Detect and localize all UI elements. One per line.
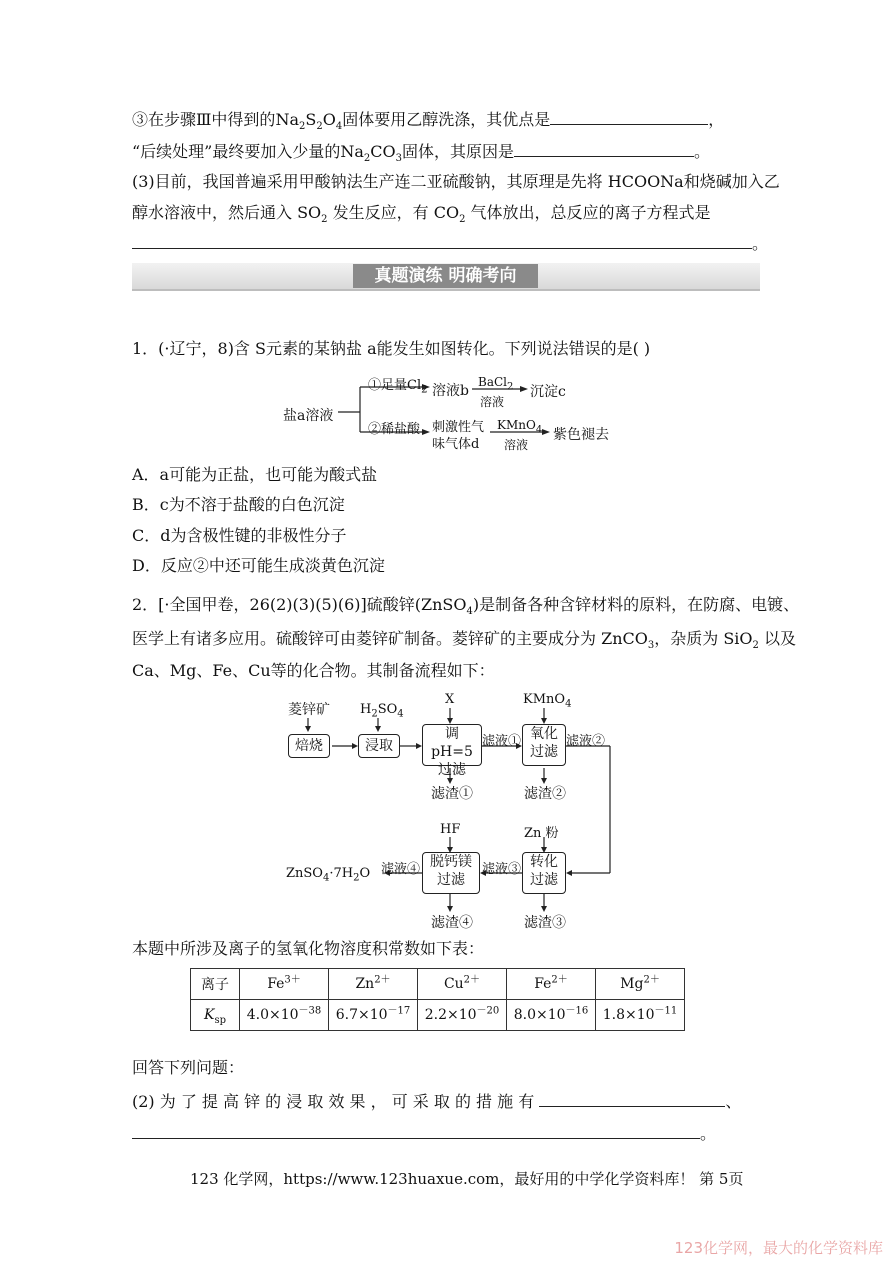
text: Fe	[267, 976, 285, 992]
charge: 3＋	[284, 974, 301, 986]
text: 1.8×10	[602, 1007, 655, 1023]
table-header-cell	[329, 969, 418, 1000]
watermark: 123化学网，最大的化学资料库	[674, 1239, 883, 1257]
text: 浸取	[365, 738, 393, 754]
table-header-cell	[596, 969, 685, 1000]
q1-option-b[interactable]: B．c为不溶于盐酸的白色沉淀	[132, 495, 345, 514]
flow-adjust-box	[422, 724, 482, 778]
text: 6.7×10	[335, 1007, 388, 1023]
flow-residue2: 滤渣②	[524, 786, 566, 802]
flow-product: $ZnSO_4\cdot 7H_2O$	[286, 866, 371, 884]
text: 过滤	[438, 762, 466, 778]
text: 调 pH=5	[431, 726, 473, 760]
section-title: 真题演练 明确考向	[353, 264, 538, 288]
exponent: －20	[476, 1005, 500, 1017]
text: 以及	[758, 629, 797, 648]
text: O	[359, 866, 371, 881]
text: K	[203, 1007, 215, 1023]
text: 焙烧	[295, 738, 323, 754]
q1-option-d[interactable]: D．反应②中还可能生成淡黄色沉淀	[132, 556, 385, 575]
q2-sub2-line2	[132, 1122, 716, 1145]
flow-x: X	[445, 692, 455, 707]
text: ZnSO	[286, 866, 323, 881]
charge: 2＋	[643, 974, 660, 986]
q2-line-1: 2．[·全国甲卷，26(2)(3)(5)(6)]硫酸锌(ZnSO$_4$)是制备各种含锌材料的原料，在防腐、电镀、	[132, 595, 800, 618]
q1-gas-d-line1: 刺激性气	[432, 420, 485, 435]
q2-sub2	[132, 1090, 741, 1113]
text: 氧化	[530, 726, 558, 742]
flow-decalcify-box	[422, 852, 480, 894]
text: 醇水溶液中，然后通入 SO	[132, 203, 322, 222]
q1-result: 紫色褪去	[553, 427, 609, 443]
text: “后续处理”最终要加入少量的	[132, 142, 341, 161]
text: 发生反应，有 CO	[327, 203, 460, 222]
table-header-cell	[507, 969, 596, 1000]
flow-filtrate3: 滤液③	[482, 862, 522, 877]
q3-line-3: (3)目前，我国普遍采用甲酸钠法生产连二亚硫酸钠，其原理是先将 HCOONa和烧碱加入乙	[132, 172, 780, 191]
text: (2) 为 了 提 高 锌 的 浸 取 效 果 ， 可 采 取 的 措 施 有	[132, 1092, 535, 1111]
flow-residue3: 滤渣③	[524, 915, 566, 931]
table-header-cell	[418, 969, 507, 1000]
text: ·7H	[329, 866, 354, 881]
answer-blank[interactable]	[132, 1122, 700, 1139]
q1-cond2: ②稀盐酸	[368, 422, 421, 437]
flow-filtrate4: 滤液④	[381, 862, 421, 877]
text: Mg	[620, 976, 644, 992]
q1-reagent1: BaCl$_2$	[478, 375, 514, 393]
q2-line-3: Ca、Mg、Fe、Cu等的化合物。其制备流程如下：	[132, 661, 495, 680]
charge: 2＋	[374, 974, 391, 986]
text: KMnO	[523, 692, 566, 707]
flow-conversion-box	[522, 852, 566, 894]
q1-option-a[interactable]: A．a可能为正盐，也可能为酸式盐	[132, 465, 378, 484]
charge: 2＋	[463, 974, 481, 986]
q1-reagent2-sol: 溶液	[504, 438, 529, 452]
table-cell	[507, 1000, 596, 1031]
q1-reagent1-sol: 溶液	[480, 395, 505, 409]
answer-blank[interactable]	[514, 140, 694, 157]
text: 脱钙镁	[430, 854, 472, 870]
table-cell	[329, 1000, 418, 1031]
q3-line-2: “后续处理”最终要加入少量的$Na_2CO_3$固体，其原因是 。	[132, 142, 711, 165]
answer-blank[interactable]	[539, 1090, 725, 1107]
table-cell	[418, 1000, 507, 1031]
text: ，杂质为 SiO	[654, 629, 753, 648]
text: 。	[700, 1124, 717, 1143]
text: sp	[214, 1014, 226, 1026]
text: 。	[694, 142, 711, 161]
q1-option-c[interactable]: C．d为含极性键的非极性分子	[132, 526, 347, 545]
answer-blank[interactable]	[550, 108, 708, 125]
table-row	[191, 969, 685, 1000]
flow-residue4: 滤渣④	[431, 915, 473, 931]
page-footer: 123 化学网，https://www.123huaxue.com，最好用的中学化学资料库！ 第 5页	[190, 1170, 744, 1188]
q1-precipitate-c: 沉淀c	[530, 384, 566, 400]
table-header-cell	[240, 969, 329, 1000]
table-cell	[191, 1000, 240, 1031]
answer-blank[interactable]	[132, 232, 752, 249]
text: 过滤	[437, 872, 465, 888]
q1-start-label: 盐a溶液	[283, 408, 334, 424]
text: 固体，其原因是	[402, 142, 515, 161]
text: ③在步骤Ⅲ中得到的	[132, 110, 276, 129]
text: 固体要用乙醇洗涤，其优点是	[342, 110, 551, 129]
table-cell	[240, 1000, 329, 1031]
flow-leach-box	[358, 734, 400, 758]
exponent: －11	[654, 1005, 678, 1017]
text: Fe	[534, 976, 552, 992]
flow-roast-box	[288, 734, 330, 758]
q1-gas-d-line2: 味气体d	[432, 437, 480, 452]
text: 4.0×10	[246, 1007, 299, 1023]
table-header-cell: 离子	[191, 969, 240, 1000]
flow-hf: HF	[440, 822, 461, 837]
exponent: －16	[565, 1005, 589, 1017]
flow-h2so4: $H_2SO_4$	[360, 702, 404, 720]
text: BaCl	[478, 375, 507, 389]
q3-line-5	[132, 232, 768, 255]
flow-residue1: 滤渣①	[431, 786, 473, 802]
q1-stem: 1．(·辽宁，8)含 S元素的某钠盐 a能发生如图转化。下列说法错误的是( )	[132, 339, 651, 358]
table-intro: 本题中所涉及离子的氢氧化物溶度积常数如下表：	[132, 939, 485, 958]
flow-filtrate1: 滤液①	[482, 734, 522, 749]
flow-zn: Zn 粉	[524, 826, 559, 841]
text: KMnO	[497, 418, 536, 432]
text: H	[360, 702, 372, 717]
text: 、	[725, 1092, 742, 1111]
table-row	[191, 1000, 685, 1031]
text: 过滤	[530, 872, 558, 888]
charge: 2＋	[551, 974, 568, 986]
q3-line-4: 醇水溶液中，然后通入 $SO_2$ 发生反应，有 $CO_2$ 气体放出，总反应的离子方程式是	[132, 203, 711, 226]
q1-reagent2: KMnO$_4$	[497, 418, 543, 436]
text: 8.0×10	[513, 1007, 566, 1023]
flow-filtrate2: 滤液②	[566, 734, 606, 749]
text: 2.2×10	[424, 1007, 477, 1023]
q3-line-1: ③在步骤Ⅲ中得到的$Na_2S_2O_4$固体要用乙醇洗涤，其优点是 ，	[132, 110, 725, 133]
table-cell	[596, 1000, 685, 1031]
text: 过滤	[530, 744, 558, 760]
text: 气体放出，总反应的离子方程式是	[465, 203, 711, 222]
text: )是制备各种含锌材料的原料，在防腐、电镀、	[472, 595, 800, 614]
text: 转化	[530, 854, 558, 870]
exponent: －38	[298, 1005, 322, 1017]
text: Cu	[443, 976, 464, 992]
text: 2．[·全国甲卷，26(2)(3)(5)(6)]硫酸锌(ZnSO	[132, 595, 467, 614]
text: ①足量Cl	[368, 378, 422, 393]
q1-cond1: ①足量$Cl_2$	[368, 378, 428, 396]
text: 医学上有诸多应用。硫酸锌可由菱锌矿制备。菱锌矿的主要成分为 ZnCO	[132, 629, 648, 648]
flow-oxidation-box	[522, 724, 566, 766]
ksp-table	[190, 968, 685, 1031]
q2-line-2: 医学上有诸多应用。硫酸锌可由菱锌矿制备。菱锌矿的主要成分为 ZnCO$_3$，杂质为 SiO$_2$ 以及	[132, 629, 797, 652]
text: ，	[708, 110, 725, 129]
exponent: －17	[387, 1005, 411, 1017]
text: 。	[752, 234, 769, 253]
answer-intro: 回答下列问题：	[132, 1058, 245, 1077]
q1-solution-b: 溶液b	[432, 383, 469, 399]
text: Zn	[355, 976, 375, 992]
flow-ore: 菱锌矿	[288, 702, 330, 718]
flow-kmno4: KMnO$_4$	[523, 692, 572, 710]
